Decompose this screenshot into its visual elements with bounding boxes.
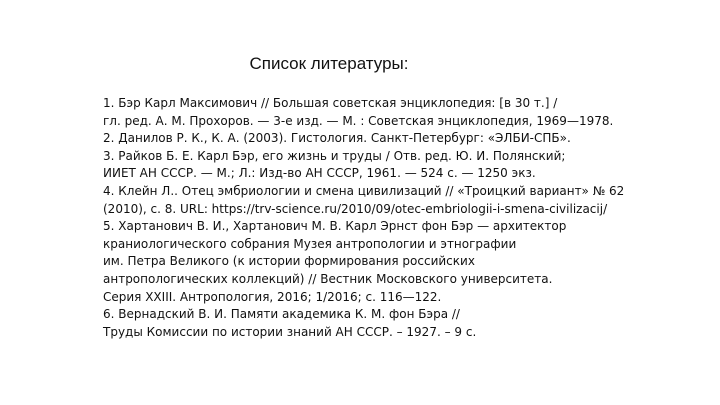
reference-line: 2. Данилов Р. К., К. А. (2003). Гистология. Санкт-Петербург: «ЭЛБИ-СПБ». xyxy=(103,131,571,146)
reference-line: краниологического собрания Музея антропологии и этнографии xyxy=(103,236,517,251)
reference-line: Серия XXIII. Антропология, 2016; 1/2016; с. 116—122. xyxy=(103,289,442,304)
reference-line: гл. ред. А. М. Прохоров. — 3-е изд. — М. : Советская энциклопедия, 1969—1978. xyxy=(103,113,614,128)
reference-line: (2010), с. 8. URL: https://trv-science.ru/2010/09/otec-embriologii-i-smena-civilizacij/ xyxy=(103,201,608,216)
reference-line: ИИЕТ АН СССР. — М.; Л.: Изд-во АН СССР, 1961. — 524 с. — 1250 экз. xyxy=(103,166,536,181)
reference-line: антропологических коллекций) // Вестник Московского университета. xyxy=(103,271,553,286)
reference-line: Труды Комиссии по истории знаний АН СССР. – 1927. – 9 с. xyxy=(103,324,477,339)
reference-line: 3. Райков Б. Е. Карл Бэр, его жизнь и труды / Отв. ред. Ю. И. Полянский; xyxy=(103,148,566,163)
reference-line: 4. Клейн Л.. Отец эмбриологии и смена цивилизаций // «Троицкий вариант» № 62 xyxy=(103,183,625,198)
reference-list xyxy=(103,95,713,341)
slide-title: Список литературы: xyxy=(249,54,409,73)
reference-line: им. Петра Великого (к истории формирования российских xyxy=(103,254,475,269)
reference-line: 5. Хартанович В. И., Хартанович М. В. Карл Эрнст фон Бэр — архитектор xyxy=(103,219,567,234)
reference-line: 1. Бэр Карл Максимович // Большая советская энциклопедия: [в 30 т.] / xyxy=(103,96,558,110)
reference-line: 6. Вернадский В. И. Памяти академика К. М. фон Бэра // xyxy=(103,307,460,322)
